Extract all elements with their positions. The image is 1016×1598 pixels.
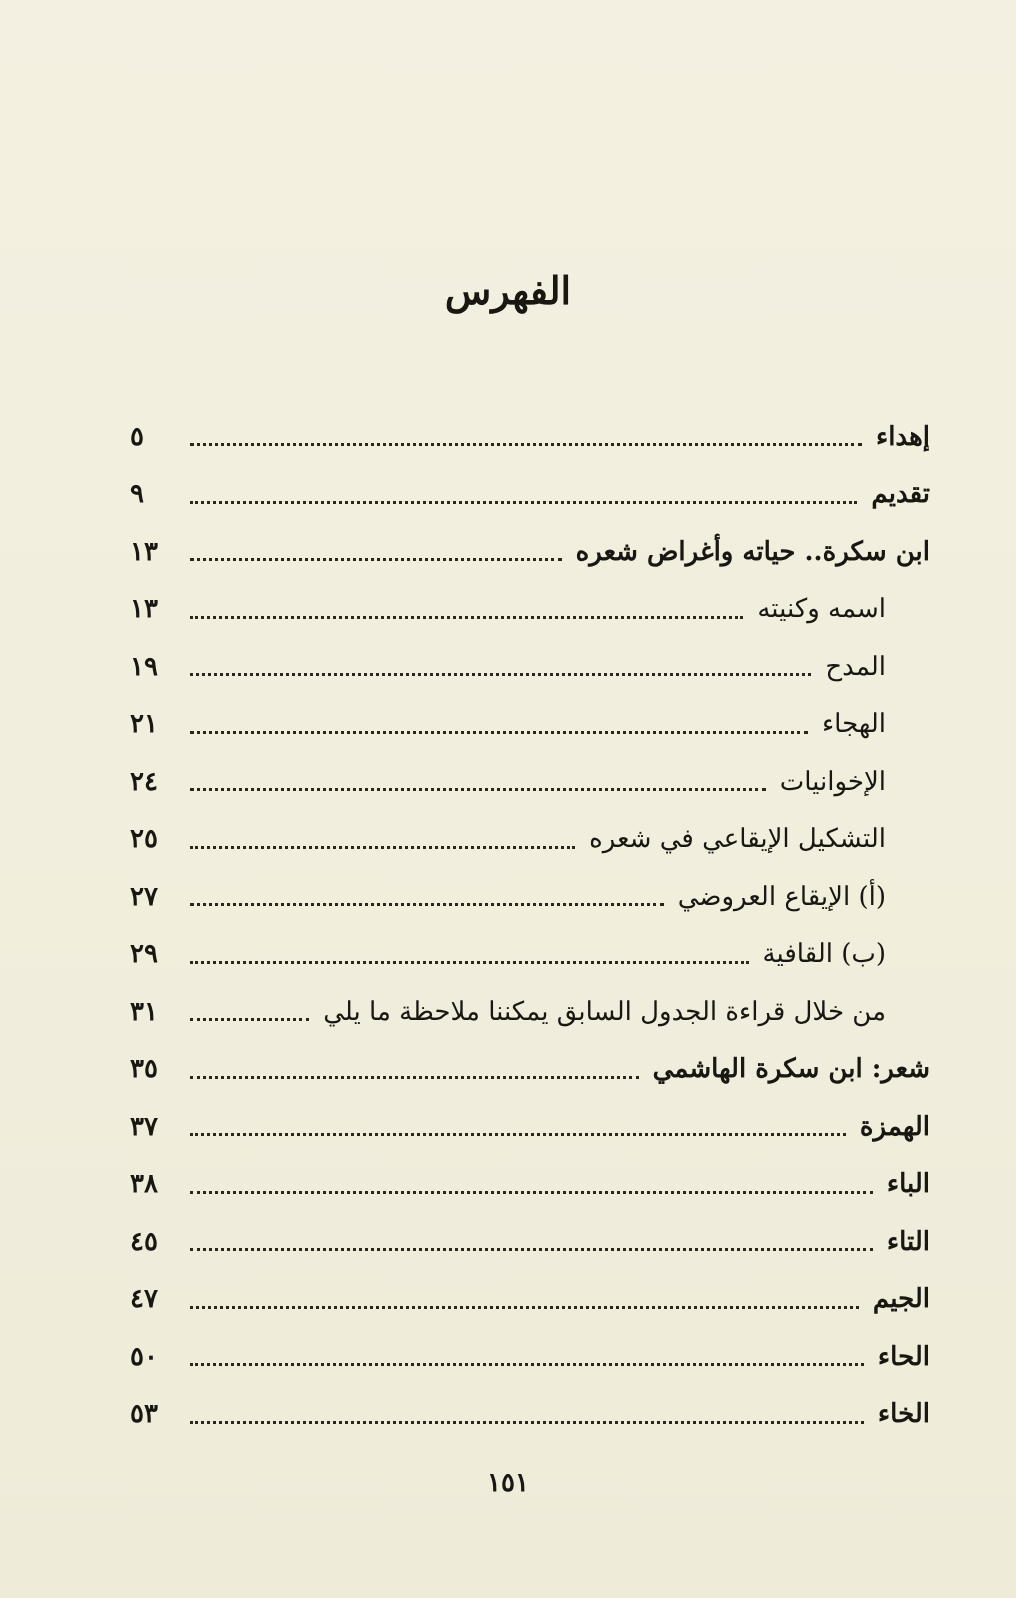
toc-entry	[130, 1041, 930, 1099]
toc-entry-page: ٣٧	[130, 1111, 158, 1142]
toc-entry-label: الهجاء	[821, 709, 886, 740]
toc-entry-page: ٤٧	[130, 1284, 158, 1315]
toc-entry-label: الإخوانيات	[779, 766, 886, 797]
dot-leader	[190, 443, 862, 446]
toc-entry-page: ٩	[130, 479, 144, 510]
toc-entry	[130, 1328, 930, 1386]
dot-leader	[190, 1191, 873, 1194]
dot-leader	[190, 1248, 873, 1251]
dot-leader	[190, 961, 749, 964]
toc-entry-label: الباء	[886, 1169, 930, 1200]
dot-leader	[190, 1018, 309, 1021]
page-title: الفهرس	[444, 268, 572, 313]
toc-entry	[130, 753, 930, 811]
toc-entry	[130, 983, 930, 1041]
toc-entry-page: ٢٩	[130, 939, 158, 970]
toc-entry	[130, 926, 930, 984]
toc-entry-page: ١٣	[130, 536, 158, 567]
dot-leader	[190, 673, 811, 676]
dot-leader	[190, 788, 766, 791]
toc-entry-label: التشكيل الإيقاعي في شعره	[589, 824, 886, 855]
dot-leader	[190, 501, 857, 504]
toc-entry	[130, 811, 930, 869]
toc-entry-page: ٣٥	[130, 1054, 158, 1085]
toc-entry-page: ٥٣	[130, 1399, 158, 1430]
toc-entry-page: ٤٥	[130, 1226, 158, 1257]
toc-entry	[130, 408, 930, 466]
toc-entry	[130, 523, 930, 581]
toc-entry	[130, 638, 930, 696]
toc-entry-page: ٥٠	[130, 1341, 158, 1372]
toc-entry-label: من خلال قراءة الجدول السابق يمكننا ملاحظة ما يلي	[323, 996, 886, 1027]
toc-entry-label: (أ) الإيقاع العروضي	[677, 881, 886, 912]
toc-entry-label: التاء	[886, 1226, 930, 1257]
toc-entry	[130, 466, 930, 524]
toc-entry-page: ٢٥	[130, 824, 158, 855]
toc-entry-label: ابن سكرة.. حياته وأغراض شعره	[575, 536, 930, 567]
toc-entry-label: شعر: ابن سكرة الهاشمي	[652, 1054, 930, 1085]
toc-entry-page: ١٩	[130, 651, 158, 682]
dot-leader	[190, 1133, 846, 1136]
page-number: ١٥١	[487, 1468, 529, 1498]
toc-entry-label: الخاء	[877, 1399, 930, 1430]
toc-entry-label: الهمزة	[859, 1111, 930, 1142]
toc-entry	[130, 696, 930, 754]
toc-entry	[130, 1156, 930, 1214]
dot-leader	[190, 1421, 864, 1424]
dot-leader	[190, 1363, 864, 1366]
toc-entry-label: الجيم	[872, 1284, 930, 1315]
dot-leader	[190, 616, 743, 619]
toc-entry-page: ٣٨	[130, 1169, 158, 1200]
toc-entry-page: ١٣	[130, 594, 158, 625]
toc-entry-label: تقديم	[871, 479, 930, 510]
dot-leader	[190, 903, 664, 906]
dot-leader	[190, 1306, 859, 1309]
table-of-contents	[130, 408, 930, 1443]
toc-entry-label: (ب) القافية	[762, 939, 886, 970]
toc-entry-label: إهداء	[875, 421, 930, 452]
dot-leader	[190, 1076, 639, 1079]
toc-entry	[130, 868, 930, 926]
toc-entry-label: الحاء	[877, 1341, 930, 1372]
toc-entry	[130, 1271, 930, 1329]
toc-entry	[130, 581, 930, 639]
toc-entry-label: اسمه وكنيته	[757, 594, 886, 625]
toc-entry-page: ٣١	[130, 996, 158, 1027]
toc-entry-page: ٢٧	[130, 881, 158, 912]
toc-entry	[130, 1213, 930, 1271]
toc-entry	[130, 1386, 930, 1444]
dot-leader	[190, 558, 562, 561]
dot-leader	[190, 731, 808, 734]
toc-entry-page: ٥	[130, 421, 144, 452]
toc-entry-page: ٢١	[130, 709, 158, 740]
toc-entry-label: المدح	[825, 651, 886, 682]
toc-entry	[130, 1098, 930, 1156]
dot-leader	[190, 846, 575, 849]
toc-entry-page: ٢٤	[130, 766, 158, 797]
